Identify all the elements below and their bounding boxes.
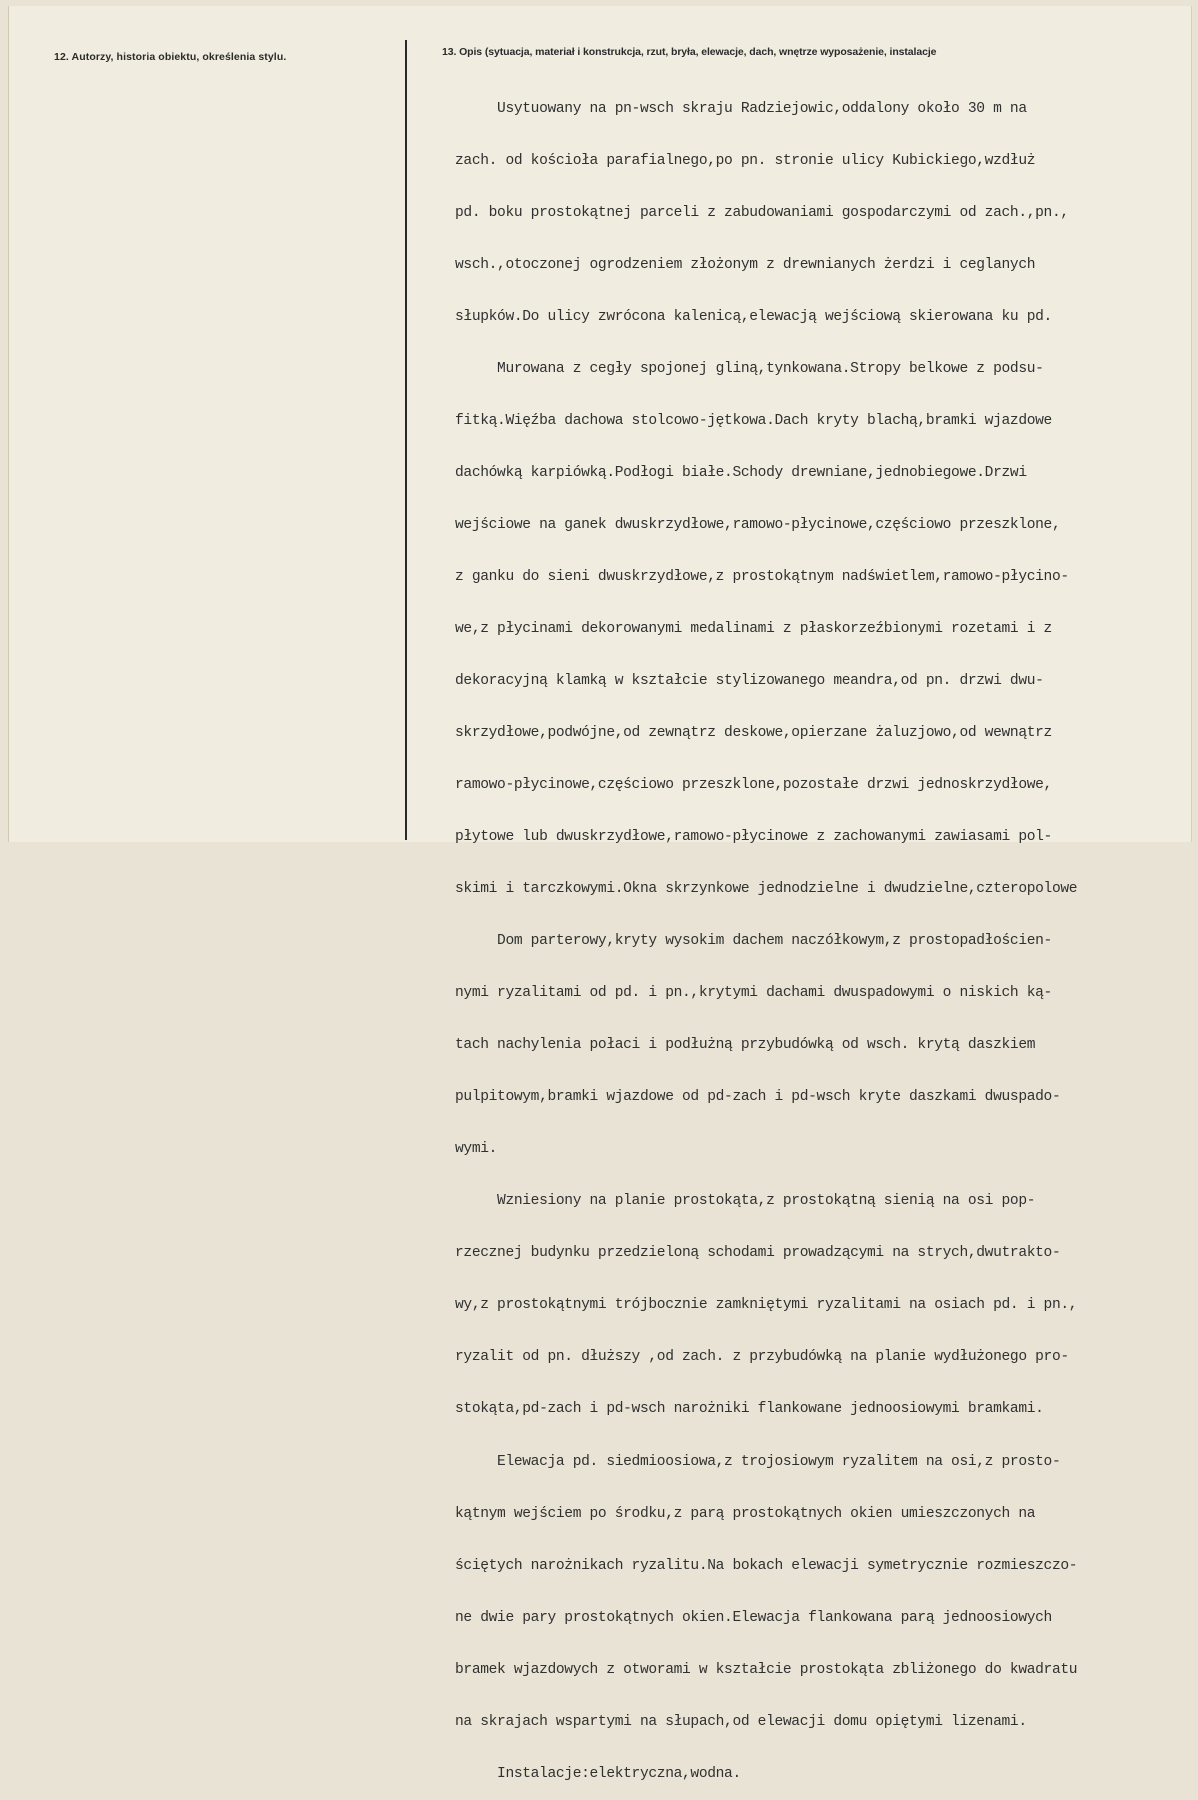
text-line: wejściowe na ganek dwuskrzydłowe,ramowo-płycinowe,częściowo przeszklone, <box>455 516 1061 533</box>
description-text <box>455 66 1190 1800</box>
text-line: nymi ryzalitami od pd. i pn.,krytymi dachami dwuspadowymi o niskich ką- <box>455 985 1052 1002</box>
text-line: wy,z prostokątnymi trójbocznie zamkniętymi ryzalitami na osiach pd. i pn., <box>455 1297 1078 1314</box>
text-line: ramowo-płycinowe,częściowo przeszklone,pozostałe drzwi jednoskrzydłowe, <box>455 777 1052 794</box>
text-line: ne dwie pary prostokątnych okien.Elewacja flankowana parą jednoosiowych <box>455 1609 1052 1626</box>
text-line: Instalacje:elektryczna,wodna. <box>455 1765 741 1782</box>
text-line: zach. od kościoła parafialnego,po pn. stronie ulicy Kubickiego,wzdłuż <box>455 152 1036 169</box>
text-line: pulpitowym,bramki wjazdowe od pd-zach i pd-wsch kryte daszkami dwuspado- <box>455 1089 1061 1106</box>
text-line: dachówką karpiówką.Podłogi białe.Schody drewniane,jednobiegowe.Drzwi <box>455 464 1027 481</box>
text-line: Dom parterowy,kryty wysokim dachem naczółkowym,z prostopadłościen- <box>455 933 1052 950</box>
text-line: stokąta,pd-zach i pd-wsch narożniki flankowane jednoosiowymi bramkami. <box>455 1401 1044 1418</box>
text-line: płytowe lub dwuskrzydłowe,ramowo-płycinowe z zachowanymi zawiasami pol- <box>455 829 1052 846</box>
text-line: Usytuowany na pn-wsch skraju Radziejowic,oddalony około 30 m na <box>455 100 1027 117</box>
text-line: kątnym wejściem po środku,z parą prostokątnych okien umieszczonych na <box>455 1505 1036 1522</box>
text-line: z ganku do sieni dwuskrzydłowe,z prostokątnym nadświetlem,ramowo-płycino- <box>455 568 1069 585</box>
text-line: rzecznej budynku przedzieloną schodami prowadzącymi na strych,dwutrakto- <box>455 1245 1061 1262</box>
text-line: wymi. <box>455 1141 498 1158</box>
section-12-heading: 12. Autorzy, historia obiektu, określenia stylu. <box>54 51 287 63</box>
column-divider <box>405 40 407 840</box>
section-13-heading: 13. Opis (sytuacja, materiał i konstrukcja, rzut, bryła, elewacje, dach, wnętrze wyposażenie, instalacje <box>442 46 937 58</box>
text-line: dekoracyjną klamką w kształcie stylizowanego meandra,od pn. drzwi dwu- <box>455 673 1044 690</box>
text-line: Wzniesiony na planie prostokąta,z prostokątną sienią na osi pop- <box>455 1193 1036 1210</box>
text-line: Murowana z cegły spojonej gliną,tynkowana.Stropy belkowe z podsu- <box>455 360 1044 377</box>
text-line: Elewacja pd. siedmioosiowa,z trojosiowym ryzalitem na osi,z prosto- <box>455 1453 1061 1470</box>
text-line: skrzydłowe,podwójne,od zewnątrz deskowe,opierzane żaluzjowo,od wewnątrz <box>455 725 1052 742</box>
text-line: skimi i tarczkowymi.Okna skrzynkowe jednodzielne i dwudzielne,czteropolowe <box>455 881 1078 898</box>
text-line: pd. boku prostokątnej parceli z zabudowaniami gospodarczymi od zach.,pn., <box>455 204 1069 221</box>
text-line: słupków.Do ulicy zwrócona kalenicą,elewacją wejściową skierowana ku pd. <box>455 308 1052 325</box>
text-line: we,z płycinami dekorowanymi medalinami z płaskorzeźbionymi rozetami i z <box>455 621 1052 637</box>
text-line: ściętych narożnikach ryzalitu.Na bokach elewacji symetrycznie rozmieszczo- <box>455 1557 1078 1574</box>
text-line: na skrajach wspartymi na słupach,od elewacji domu opiętymi lizenami. <box>455 1713 1027 1730</box>
text-line: ryzalit od pn. dłuższy ,od zach. z przybudówką na planie wydłużonego pro- <box>455 1349 1069 1366</box>
text-line: fitką.Więźba dachowa stolcowo-jętkowa.Dach kryty blachą,bramki wjazdowe <box>455 412 1052 429</box>
text-line: wsch.,otoczonej ogrodzeniem złożonym z drewnianych żerdzi i ceglanych <box>455 256 1036 273</box>
text-line: tach nachylenia połaci i podłużną przybudówką od wsch. krytą daszkiem <box>455 1037 1036 1054</box>
text-line: bramek wjazdowych z otworami w kształcie prostokąta zbliżonego do kwadratu <box>455 1661 1078 1678</box>
